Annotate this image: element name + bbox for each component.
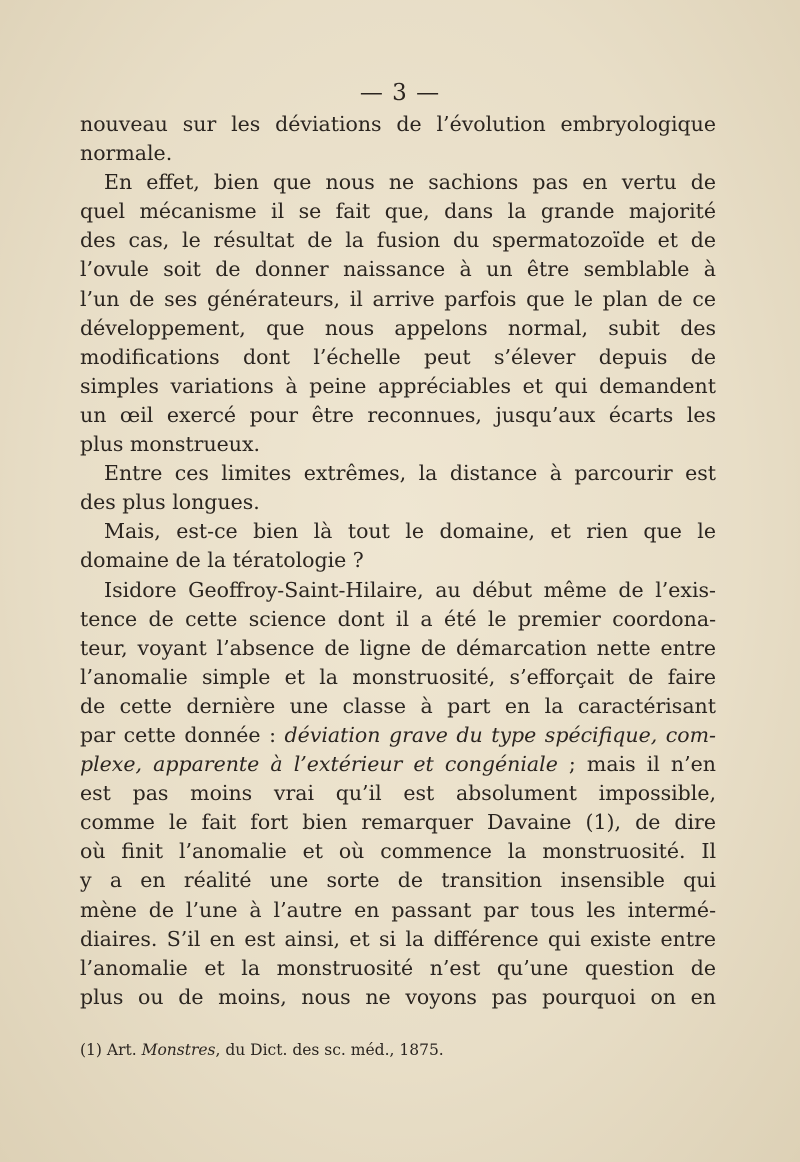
text-line: nouveau sur les déviations de l’évolution embryologique xyxy=(80,112,716,136)
italic-quote: déviation grave du type spécifique, com- xyxy=(284,722,716,747)
footnote-rest: , du Dict. des sc. méd., 1875. xyxy=(215,1041,444,1059)
body-text xyxy=(80,110,716,1012)
text-line: mène de l’une à l’autre en passant par tous les intermé- xyxy=(80,897,716,922)
text-line: où finit l’anomalie et où commence la monstruosité. Il xyxy=(80,839,716,864)
text-line: comme le fait fort bien remarquer Davaine (1), de dire xyxy=(80,810,716,835)
text-line: modifications dont l’échelle peut s’élever depuis de xyxy=(80,344,716,369)
text-line: l’anomalie et la monstruosité n’est qu’une question de xyxy=(80,955,716,980)
text-line: l’ovule soit de donner naissance à un être semblable à xyxy=(80,257,716,282)
paragraph-2 xyxy=(80,168,716,459)
text-segment: ; mais il n’en xyxy=(557,752,716,777)
paragraph-5 xyxy=(80,576,716,1012)
text-line: quel mécanisme il se fait que, dans la grande majorité xyxy=(80,199,716,224)
text-line: Entre ces limites extrêmes, la distance à parcourir est xyxy=(104,461,716,486)
text-line: normale. xyxy=(80,141,173,166)
text-segment: par cette donnée : xyxy=(80,722,285,747)
footnote-marker: (1) Art. xyxy=(80,1041,142,1059)
page-number: — 3 — xyxy=(359,80,441,106)
text-line: simples variations à peine appréciables et qui demandent xyxy=(80,373,716,398)
text-line: Isidore Geoffroy-Saint-Hilaire, au début même de l’exis- xyxy=(104,577,716,602)
paragraph-4 xyxy=(80,517,716,575)
text-line: des plus longues. xyxy=(80,490,260,515)
text-line: l’un de ses générateurs, il arrive parfois que le plan de ce xyxy=(80,286,716,311)
footnote xyxy=(80,1040,720,1060)
text-line: plus monstrueux. xyxy=(80,432,261,457)
text-line: développement, que nous appelons normal, subit des xyxy=(80,315,716,340)
footnote-title: Monstres xyxy=(141,1041,216,1059)
text-line: des cas, le résultat de la fusion du spermatozoïde et de xyxy=(80,228,716,253)
text-line xyxy=(80,750,716,779)
text-line: l’anomalie simple et la monstruosité, s’efforçait de faire xyxy=(80,664,716,689)
text-line xyxy=(80,721,716,750)
text-line: Mais, est-ce bien là tout le domaine, et rien que le xyxy=(104,519,716,544)
text-line: plus ou de moins, nous ne voyons pas pourquoi on en xyxy=(80,984,716,1009)
text-line: tence de cette science dont il a été le premier coordona- xyxy=(80,606,716,631)
text-line: En effet, bien que nous ne sachions pas en vertu de xyxy=(104,170,716,195)
text-line: de cette dernière une classe à part en la caractérisant xyxy=(80,693,716,718)
paragraph-3 xyxy=(80,459,716,517)
text-line: domaine de la tératologie ? xyxy=(80,548,364,573)
italic-quote: plexe, apparente à l’extérieur et congéniale xyxy=(80,752,558,777)
text-line: teur, voyant l’absence de ligne de démarcation nette entre xyxy=(80,635,716,660)
text-line: est pas moins vrai qu’il est absolument impossible, xyxy=(80,781,716,806)
text-line: diaires. S’il en est ainsi, et si la différence qui existe entre xyxy=(80,926,716,951)
paragraph-1 xyxy=(80,110,716,168)
text-line: un œil exercé pour être reconnues, jusqu’aux écarts les xyxy=(80,402,716,427)
text-line: y a en réalité une sorte de transition insensible qui xyxy=(80,868,716,893)
